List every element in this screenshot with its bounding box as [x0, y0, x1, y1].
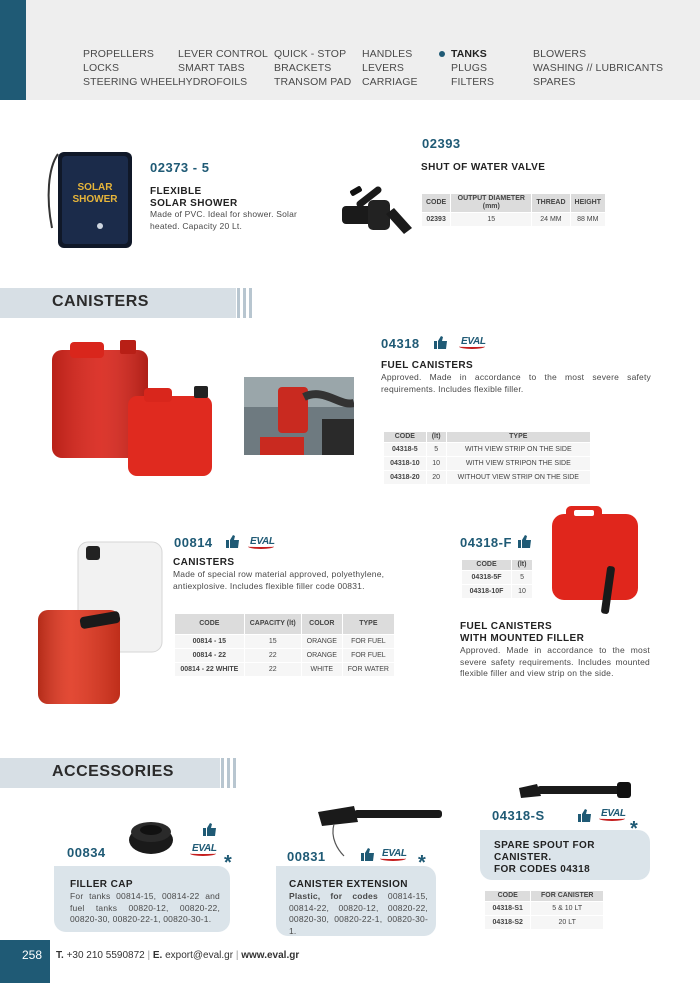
table-cell: 04318-5F: [462, 571, 512, 585]
nav-column-3: [274, 47, 351, 89]
fuel-canister-title: FUEL CANISTERS: [381, 360, 474, 371]
table-cell: 15: [244, 635, 301, 649]
asterisk-icon: *: [224, 852, 232, 874]
table-cell: 5: [512, 571, 533, 585]
thumbs-up-icon: [578, 809, 592, 822]
table-header-cell: HEIGHT: [570, 194, 605, 213]
solar-shower-bag-text-1: SOLAR: [77, 182, 113, 193]
spare-spout-table: [484, 890, 604, 930]
fuel-filler-table: [461, 559, 533, 599]
page-number: 258: [0, 940, 50, 983]
table-cell: WHITE: [301, 663, 342, 677]
table-row: [462, 571, 533, 585]
table-cell: 10: [512, 585, 533, 599]
table-cell: 20 LT: [531, 916, 604, 930]
canister-extension-code: 00831: [287, 849, 326, 864]
table-cell: FOR FUEL: [342, 635, 394, 649]
nav-column-2: [178, 47, 268, 89]
canister-usage-photo: [244, 377, 354, 455]
table-header-cell: (lt): [426, 432, 446, 443]
fuel-canister-description: Approved. Made in accordance to the most severe safety requirements. Includes flexible filler.: [381, 372, 651, 394]
nav-link-carriage[interactable]: CARRIAGE: [362, 76, 418, 88]
valve-spec-table: [421, 193, 606, 227]
spare-spout-title-line2: CANISTER.: [494, 852, 552, 863]
table-cell: 04318-S2: [485, 916, 531, 930]
fuel-canister-code: 04318: [381, 336, 420, 351]
table-row: [485, 902, 604, 916]
nav-link-smart-tabs[interactable]: SMART TABS: [178, 62, 245, 74]
eval-logo: EVAL: [601, 808, 626, 819]
nav-link-hydrofoils[interactable]: HYDROFOILS: [178, 76, 248, 88]
filler-cap-code: 00834: [67, 845, 106, 860]
table-header-cell: CODE: [485, 891, 531, 902]
table-cell: 00814 - 22 WHITE: [175, 663, 245, 677]
shower-code: 02373 - 5: [150, 160, 210, 175]
footer-phone-label: T.: [56, 950, 64, 961]
canisters-description: Made of special row material approved, polyethylene, antiexplosive. Includes flexible filler code 00831.: [173, 569, 385, 591]
nav-link-tanks-label: TANKS: [451, 48, 487, 60]
table-row: [384, 443, 591, 457]
table-row: [175, 663, 395, 677]
header-accent-strip: [0, 0, 26, 100]
table-cell: WITH VIEW STRIP ON THE SIDE: [446, 443, 590, 457]
canister-extension-image: [314, 798, 444, 860]
filler-cap-image: [126, 814, 176, 856]
table-cell: 22: [244, 663, 301, 677]
table-cell: 04318-S1: [485, 902, 531, 916]
table-header-cell: CODE: [462, 560, 512, 571]
table-cell: ORANGE: [301, 649, 342, 663]
table-header-cell: (lt): [512, 560, 533, 571]
section-title-canisters: CANISTERS: [52, 293, 149, 310]
table-cell: 10: [426, 457, 446, 471]
canister-extension-title: CANISTER EXTENSION: [289, 879, 408, 890]
table-cell: FOR FUEL: [342, 649, 394, 663]
eval-logo: EVAL: [192, 843, 217, 854]
table-cell: 5: [426, 443, 446, 457]
thumbs-up-icon: [434, 336, 448, 349]
table-header-cell: OUTPUT DIAMETER (mm): [451, 194, 532, 213]
table-header-row: [462, 560, 533, 571]
nav-link-steering-wheel[interactable]: STEERING WHEEL: [83, 76, 179, 88]
table-header-cell: THREAD: [532, 194, 570, 213]
table-cell: FOR WATER: [342, 663, 394, 677]
table-header-row: [175, 614, 395, 635]
footer-phone[interactable]: +30 210 5590872: [66, 950, 145, 961]
section-title-accessories: ACCESSORIES: [52, 763, 174, 780]
asterisk-icon: *: [418, 852, 426, 874]
table-header-cell: FOR CANISTER: [531, 891, 604, 902]
footer-email-label: E.: [152, 950, 163, 961]
table-cell: 04318-10F: [462, 585, 512, 599]
solar-shower-bag-text-2: SHOWER: [72, 194, 118, 205]
nav-link-brackets[interactable]: BRACKETS: [274, 62, 332, 74]
table-row: [462, 585, 533, 599]
section-stripes: [221, 758, 239, 788]
table-header-cell: CODE: [422, 194, 451, 213]
table-cell: 04318-10: [384, 457, 427, 471]
nav-link-handles[interactable]: HANDLES: [362, 48, 413, 60]
valve-image: [338, 184, 418, 244]
filler-cap-title: FILLER CAP: [70, 879, 133, 890]
white-and-orange-canisters-image: [34, 532, 166, 708]
table-header-cell: CODE: [384, 432, 427, 443]
table-header-row: [422, 194, 606, 213]
table-row: [384, 471, 591, 485]
canister-extension-description: [289, 891, 428, 937]
table-row: [422, 213, 606, 227]
nav-link-blowers[interactable]: BLOWERS: [533, 48, 587, 60]
spare-spout-title-line3: FOR CODES 04318: [494, 864, 591, 875]
table-cell: 5 & 10 LT: [531, 902, 604, 916]
canisters-title: CANISTERS: [173, 557, 235, 568]
nav-link-transom-pad[interactable]: TRANSOM PAD: [274, 76, 352, 88]
nav-link-quick-stop[interactable]: QUICK - STOP: [274, 48, 347, 60]
canister-extension-description-rest: 00814-15, 00814-22, 00820-12, 00820-22, 00820-30, 00820-22-1, 00820-30-1.: [289, 891, 428, 936]
table-cell: 15: [451, 213, 532, 227]
nav-link-locks[interactable]: LOCKS: [83, 62, 120, 74]
table-header-row: [485, 891, 604, 902]
table-cell: 88 MM: [570, 213, 605, 227]
canister-extension-description-bold: Plastic, for codes: [289, 891, 378, 901]
table-row: [485, 916, 604, 930]
thumbs-up-icon: [203, 823, 217, 836]
table-row: [384, 457, 591, 471]
table-row: [175, 635, 395, 649]
nav-link-washing-lubricants[interactable]: WASHING // LUBRICANTS: [533, 62, 664, 74]
valve-title: SHUT OF WATER VALVE: [421, 162, 546, 173]
red-canisters-image: [46, 340, 218, 480]
spare-spout-code: 04318-S: [492, 808, 545, 823]
fuel-filler-description: Approved. Made in accordance to the most severe safety requirements. Includes mounted flexible filler and view strip on the side.: [460, 645, 650, 678]
nav-link-plugs[interactable]: PLUGS: [451, 62, 488, 74]
nav-link-spares[interactable]: SPARES: [533, 76, 576, 88]
fuel-filler-title-line2: WITH MOUNTED FILLER: [460, 633, 585, 644]
nav-column-5: [451, 47, 494, 89]
table-cell: ORANGE: [301, 635, 342, 649]
table-header-row: [384, 432, 591, 443]
nav-column-6: [533, 47, 663, 89]
table-cell: 22: [244, 649, 301, 663]
table-header-cell: CODE: [175, 614, 245, 635]
solar-shower-image: [44, 148, 136, 252]
table-row: [175, 649, 395, 663]
table-cell: 02393: [422, 213, 451, 227]
table-header-cell: CAPACITY (lt): [244, 614, 301, 635]
table-cell: WITH VIEW STRIPON THE SIDE: [446, 457, 590, 471]
thumbs-up-icon: [361, 848, 375, 861]
table-header-cell: TYPE: [446, 432, 590, 443]
shower-description: Made of PVC. Ideal for shower. Solar heated. Capacity 20 Lt.: [150, 209, 298, 231]
fuel-filler-title-line1: FUEL CANISTERS: [460, 621, 553, 632]
table-cell: 00814 - 22: [175, 649, 245, 663]
valve-code: 02393: [422, 136, 461, 151]
nav-column-4: [362, 47, 418, 89]
red-canister-with-filler-image: [546, 502, 642, 620]
table-cell: 04318-5: [384, 443, 427, 457]
asterisk-icon: *: [630, 818, 638, 840]
table-header-cell: TYPE: [342, 614, 394, 635]
footer-website-link[interactable]: www.eval.gr: [241, 950, 300, 961]
canisters-table: [174, 613, 395, 677]
table-cell: 20: [426, 471, 446, 485]
table-cell: WITHOUT VIEW STRIP ON THE SIDE: [446, 471, 590, 485]
nav-link-propellers[interactable]: PROPELLERS: [83, 48, 155, 60]
nav-link-filters[interactable]: FILTERS: [451, 76, 495, 88]
footer-email-link[interactable]: export@eval.gr: [165, 950, 234, 961]
fuel-canister-table: [383, 431, 591, 485]
eval-logo: EVAL: [250, 536, 275, 547]
eval-logo: EVAL: [382, 848, 407, 859]
section-stripes: [237, 288, 255, 318]
footer-contact: T. +30 210 5590872 | E. export@eval.gr | www.eval.gr: [56, 950, 300, 961]
nav-link-lever-control[interactable]: LEVER CONTROL: [178, 48, 268, 60]
table-header-cell: COLOR: [301, 614, 342, 635]
shower-title-line2: SOLAR SHOWER: [150, 198, 238, 209]
nav-link-tanks-active[interactable]: [451, 47, 494, 61]
table-cell: 04318-20: [384, 471, 427, 485]
table-cell: 00814 - 15: [175, 635, 245, 649]
canisters-code: 00814: [174, 535, 213, 550]
filler-cap-description: For tanks 00814-15, 00814-22 and fuel tanks 00820-12, 00820-22, 00820-30, 00820-22-1, 00820-30-1.: [70, 891, 220, 924]
fuel-filler-code: 04318-F: [460, 535, 512, 550]
eval-logo: EVAL: [461, 336, 486, 347]
thumbs-up-icon: [518, 535, 532, 548]
active-dot-icon: [439, 51, 445, 57]
shower-title-line1: FLEXIBLE: [150, 186, 202, 197]
spare-spout-title-line1: SPARE SPOUT FOR: [494, 840, 595, 851]
thumbs-up-icon: [226, 535, 240, 548]
nav-column-1: [83, 47, 178, 89]
nav-link-levers[interactable]: LEVERS: [362, 62, 405, 74]
table-cell: 24 MM: [532, 213, 570, 227]
spare-spout-image: [517, 778, 633, 804]
